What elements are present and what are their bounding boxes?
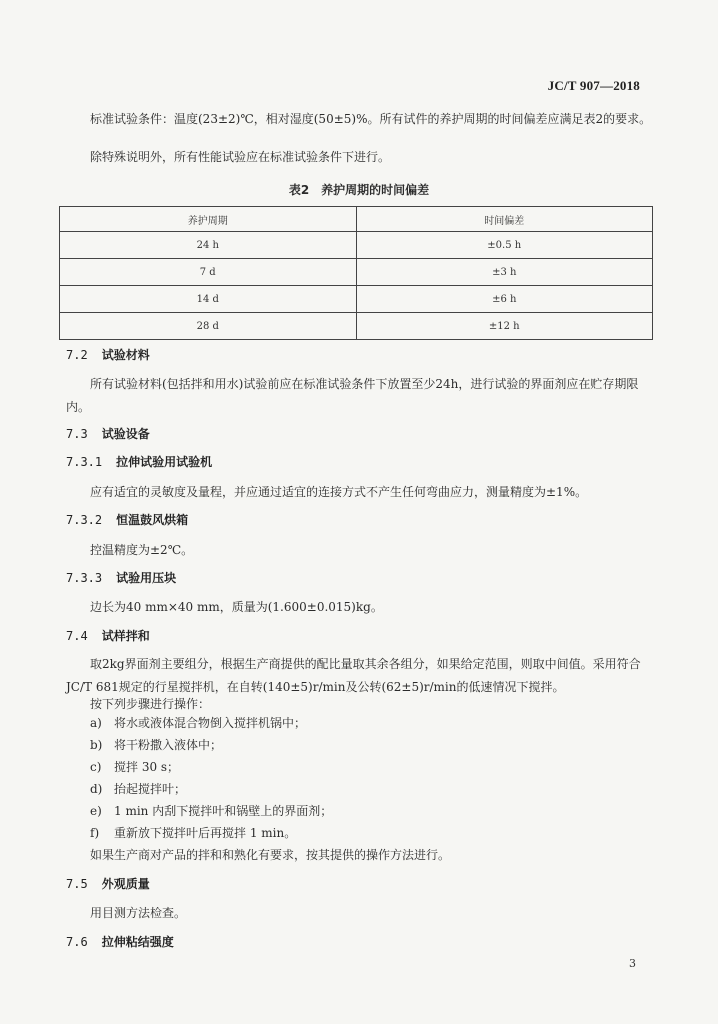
list-item: c) 搅拌 30 s； xyxy=(90,760,180,774)
section-heading-7-3 xyxy=(66,425,150,442)
section-number: 7.4 xyxy=(66,629,88,643)
table-cell: ±12 h xyxy=(356,313,653,340)
section-heading-7-3-3 xyxy=(66,569,176,586)
column-header: 养护周期 xyxy=(60,207,357,232)
section-heading-7-5 xyxy=(66,875,150,892)
standard-code: JC/T 907—2018 xyxy=(547,78,640,93)
test-conditions-paragraph: 标准试验条件：温度(23±2)℃，相对湿度(50±5)%。所有试件的养护周期的时间偏差应满足表2的要求。 xyxy=(90,112,652,126)
table-cell: ±0.5 h xyxy=(356,232,653,259)
section-heading-7-3-1 xyxy=(66,453,212,470)
section-number: 7.5 xyxy=(66,877,88,891)
section-title: 试验设备 xyxy=(101,427,150,441)
section-7-3-3-text: 边长为40 mm×40 mm，质量为(1.600±0.015)kg。 xyxy=(90,600,383,614)
section-heading-7-2 xyxy=(66,346,150,363)
section-title: 试验用压块 xyxy=(116,571,177,585)
table-header-row xyxy=(60,207,653,232)
section-title: 拉伸粘结强度 xyxy=(101,935,174,949)
section-heading-7-6 xyxy=(66,933,174,950)
table-row xyxy=(60,232,653,259)
page-number: 3 xyxy=(629,957,636,970)
table-cell: 24 h xyxy=(60,232,357,259)
section-number: 7.3.3 xyxy=(66,571,103,585)
section-title: 拉伸试验用试验机 xyxy=(116,455,213,469)
section-number: 7.3.2 xyxy=(66,513,103,527)
list-item: e) 1 min 内刮下搅拌叶和锅壁上的界面剂； xyxy=(90,804,333,818)
section-title: 试验材料 xyxy=(101,348,150,362)
section-title: 试样拌和 xyxy=(101,629,150,643)
column-header: 时间偏差 xyxy=(356,207,653,232)
list-item: a) 将水或液体混合物倒入搅拌机锅中； xyxy=(90,716,307,730)
table-cell: 7 d xyxy=(60,259,357,286)
section-7-4-text: 取2kg界面剂主要组分，根据生产商提供的配比量取其余各组分，如果给定范围，则取中间值。采用符合JC/T 681规定的行星搅拌机，在自转(140±5)r/min及公转(62±5)r/min的低速情况下搅拌。 xyxy=(66,657,641,694)
section-number: 7.3 xyxy=(66,427,88,441)
table-row xyxy=(60,259,653,286)
section-7-5-text: 用目测方法检查。 xyxy=(90,906,187,920)
section-heading-7-3-2 xyxy=(66,511,188,528)
section-7-3-2-text: 控温精度为±2℃。 xyxy=(90,543,194,557)
list-item: f) 重新放下搅拌叶后再搅拌 1 min。 xyxy=(90,826,297,840)
table-cell: 14 d xyxy=(60,286,357,313)
section-number: 7.3.1 xyxy=(66,455,103,469)
steps-closing: 如果生产商对产品的拌和和熟化有要求，按其提供的操作方法进行。 xyxy=(90,848,451,862)
list-item: b) 将干粉撒入液体中； xyxy=(90,738,223,752)
table-caption: 表2 养护周期的时间偏差 xyxy=(288,183,430,197)
list-item: d) 抬起搅拌叶； xyxy=(90,782,187,796)
steps-intro: 按下列步骤进行操作： xyxy=(90,697,211,711)
section-heading-7-4 xyxy=(66,627,150,644)
table-row xyxy=(60,313,653,340)
section-number: 7.2 xyxy=(66,348,88,362)
section-7-2-text: 所有试验材料(包括拌和用水)试验前应在标准试验条件下放置至少24h，进行试验的界面剂应在贮存期限内。 xyxy=(66,377,639,414)
section-7-3-1-text: 应有适宜的灵敏度及量程，并应通过适宜的连接方式不产生任何弯曲应力，测量精度为±1%。 xyxy=(90,485,588,499)
section-number: 7.6 xyxy=(66,935,88,949)
section-title: 恒温鼓风烘箱 xyxy=(116,513,189,527)
table-cell: ±6 h xyxy=(356,286,653,313)
curing-deviation-table xyxy=(59,206,653,340)
section-title: 外观质量 xyxy=(101,877,150,891)
table-cell: 28 d xyxy=(60,313,357,340)
table-cell: ±3 h xyxy=(356,259,653,286)
general-note-paragraph: 除特殊说明外，所有性能试验应在标准试验条件下进行。 xyxy=(90,150,391,164)
table-row xyxy=(60,286,653,313)
